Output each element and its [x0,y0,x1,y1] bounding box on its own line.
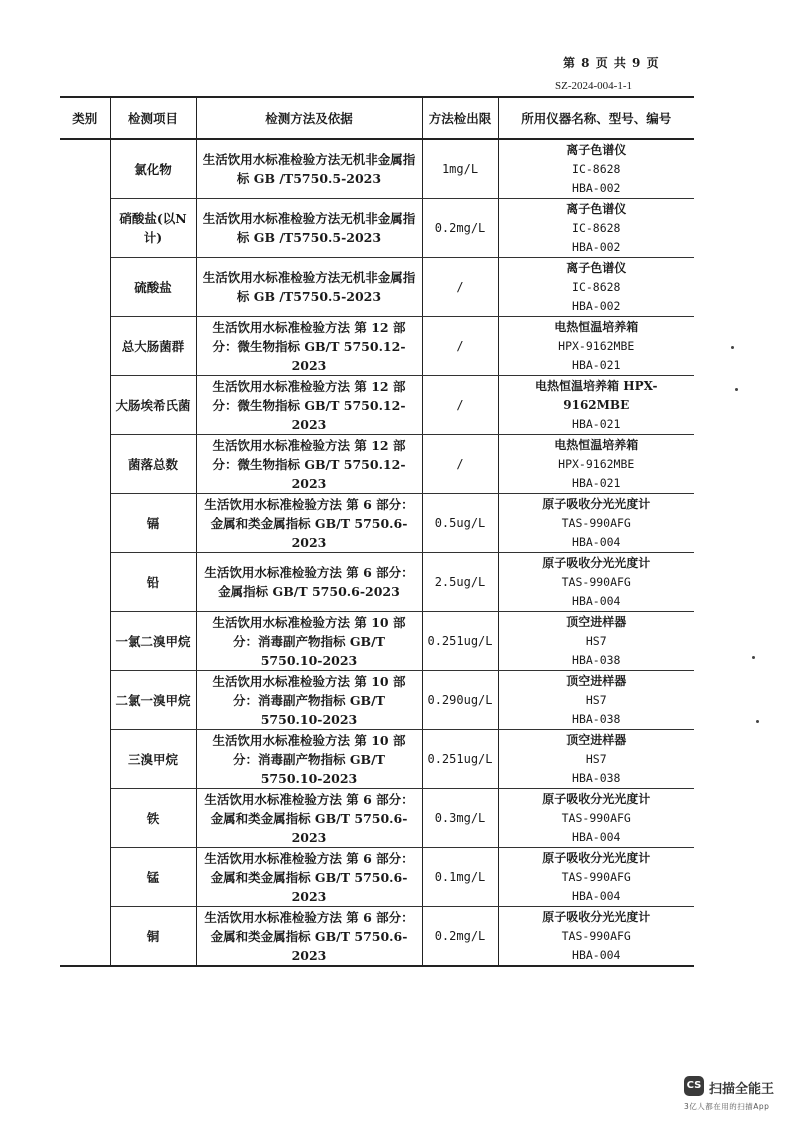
instrument-code: HBA-038 [572,770,621,785]
test-item-cell: 菌落总数 [110,435,196,494]
detection-limit-cell: 0.1mg/L [422,848,498,907]
col-header-method: 检测方法及依据 [196,97,422,139]
instrument-cell [498,730,694,789]
test-methods-table-container [60,96,694,967]
col-header-item: 检测项目 [110,97,196,139]
instrument-name: 电热恒温培养箱 [554,437,639,452]
test-method-cell: 生活饮用水标准检验方法 第 6 部分：金属指标 GB/T 5750.6-2023 [196,553,422,612]
scan-speck [756,720,759,723]
detection-limit-cell: 1mg/L [422,139,498,199]
instrument-code: HBA-004 [572,534,621,549]
camscanner-tagline: 3亿人都在用的扫描App [684,1102,770,1111]
detection-limit-cell: 0.5ug/L [422,494,498,553]
instrument-name: 原子吸收分光光度计 [542,850,651,865]
instrument-code: HBA-038 [572,652,621,667]
test-item-cell: 一氯二溴甲烷 [110,612,196,671]
instrument-cell [498,494,694,553]
test-method-cell: 生活饮用水标准检验方法 第 10 部分：消毒副产物指标 GB/T 5750.10-2023 [196,612,422,671]
instrument-name: 顶空进样器 [566,673,627,688]
detection-limit-cell: 0.3mg/L [422,789,498,848]
camscanner-app-name: 扫描全能王 [709,1082,775,1097]
instrument-code: HBA-021 [572,416,621,431]
instrument-cell [498,435,694,494]
table-header-row [60,97,694,139]
test-item-cell: 三溴甲烷 [110,730,196,789]
instrument-name: 原子吸收分光光度计 [542,909,651,924]
table-row [60,848,694,907]
scan-speck [735,388,738,391]
instrument-code: HBA-021 [572,475,621,490]
instrument-code: HBA-021 [572,357,621,372]
table-row [60,139,694,199]
instrument-code: TAS-990AFG [561,810,631,825]
instrument-cell [498,671,694,730]
table-row [60,730,694,789]
test-item-cell: 锰 [110,848,196,907]
instrument-code: HBA-004 [572,593,621,608]
instrument-code: HBA-004 [572,947,621,962]
test-item-cell: 硫酸盐 [110,258,196,317]
table-row [60,199,694,258]
test-method-cell: 生活饮用水标准检验方法 第 6 部分：金属和类金属指标 GB/T 5750.6-2023 [196,848,422,907]
table-row [60,612,694,671]
test-method-cell: 生活饮用水标准检验方法 第 10 部分：消毒副产物指标 GB/T 5750.10-2023 [196,671,422,730]
test-item-cell: 硝酸盐(以N计) [110,199,196,258]
test-method-cell: 生活饮用水标准检验方法 第 6 部分：金属和类金属指标 GB/T 5750.6-2023 [196,494,422,553]
table-body [60,139,694,966]
table-row [60,789,694,848]
instrument-name: 电热恒温培养箱 HPX-9162MBE [535,378,658,412]
instrument-code: IC-8628 [572,279,621,294]
instrument-code: TAS-990AFG [561,515,631,530]
test-method-cell: 生活饮用水标准检验方法 第 6 部分：金属和类金属指标 GB/T 5750.6-2023 [196,907,422,967]
test-method-cell: 生活饮用水标准检验方法 第 10 部分：消毒副产物指标 GB/T 5750.10-2023 [196,730,422,789]
detection-limit-cell: 0.251ug/L [422,730,498,789]
test-item-cell: 氯化物 [110,139,196,199]
instrument-name: 离子色谱仪 [566,201,627,216]
detection-limit-cell: / [422,435,498,494]
instrument-cell [498,258,694,317]
instrument-cell [498,199,694,258]
instrument-code: HBA-002 [572,180,621,195]
table-row [60,376,694,435]
instrument-code: HBA-002 [572,298,621,313]
instrument-code: IC-8628 [572,220,621,235]
instrument-code: TAS-990AFG [561,869,631,884]
instrument-code: HPX-9162MBE [558,338,635,353]
test-item-cell: 总大肠菌群 [110,317,196,376]
scan-speck [752,656,755,659]
instrument-cell [498,612,694,671]
instrument-code: HBA-038 [572,711,621,726]
test-method-cell: 生活饮用水标准检验方法 第 12 部分：微生物指标 GB/T 5750.12-2023 [196,317,422,376]
instrument-code: HBA-004 [572,829,621,844]
instrument-code: HPX-9162MBE [558,456,635,471]
detection-limit-cell: 2.5ug/L [422,553,498,612]
test-method-cell: 生活饮用水标准检验方法 第 12 部分：微生物指标 GB/T 5750.12-2023 [196,376,422,435]
table-row [60,553,694,612]
col-header-limit: 方法检出限 [422,97,498,139]
detection-limit-cell: 0.2mg/L [422,907,498,967]
test-method-cell: 生活饮用水标准检验方法无机非金属指标 GB /T5750.5-2023 [196,139,422,199]
instrument-name: 顶空进样器 [566,614,627,629]
instrument-code: HBA-002 [572,239,621,254]
test-item-cell: 铜 [110,907,196,967]
table-row [60,494,694,553]
detection-limit-cell: 0.251ug/L [422,612,498,671]
test-methods-table [60,96,694,967]
instrument-code: HS7 [585,692,607,707]
instrument-name: 原子吸收分光光度计 [542,555,651,570]
test-method-cell: 生活饮用水标准检验方法无机非金属指标 GB /T5750.5-2023 [196,258,422,317]
test-item-cell: 二氯一溴甲烷 [110,671,196,730]
table-row [60,671,694,730]
scan-speck [731,346,734,349]
instrument-cell [498,553,694,612]
report-number: SZ-2024-004-1-1 [555,80,632,92]
instrument-code: HBA-004 [572,888,621,903]
test-item-cell: 铁 [110,789,196,848]
col-header-instrument: 所用仪器名称、型号、编号 [498,97,694,139]
instrument-code: TAS-990AFG [561,928,631,943]
instrument-name: 离子色谱仪 [566,142,627,157]
detection-limit-cell: / [422,376,498,435]
instrument-code: HS7 [585,751,607,766]
instrument-cell [498,317,694,376]
instrument-name: 原子吸收分光光度计 [542,496,651,511]
instrument-cell [498,376,694,435]
instrument-name: 离子色谱仪 [566,260,627,275]
col-header-category: 类别 [60,97,110,139]
instrument-name: 顶空进样器 [566,732,627,747]
instrument-code: HS7 [585,633,607,648]
test-item-cell: 大肠埃希氏菌 [110,376,196,435]
detection-limit-cell: / [422,258,498,317]
table-row [60,258,694,317]
instrument-name: 电热恒温培养箱 [554,319,639,334]
category-cell [60,139,110,966]
instrument-cell [498,848,694,907]
table-row [60,435,694,494]
test-item-cell: 铅 [110,553,196,612]
page-number: 第 8 页 共 9 页 [563,56,660,70]
detection-limit-cell: 0.2mg/L [422,199,498,258]
test-method-cell: 生活饮用水标准检验方法无机非金属指标 GB /T5750.5-2023 [196,199,422,258]
instrument-code: TAS-990AFG [561,574,631,589]
table-row [60,907,694,967]
test-item-cell: 镉 [110,494,196,553]
test-method-cell: 生活饮用水标准检验方法 第 6 部分：金属和类金属指标 GB/T 5750.6-2023 [196,789,422,848]
table-row [60,317,694,376]
test-method-cell: 生活饮用水标准检验方法 第 12 部分：微生物指标 GB/T 5750.12-2023 [196,435,422,494]
detection-limit-cell: 0.290ug/L [422,671,498,730]
camscanner-logo: CS [684,1076,704,1096]
instrument-name: 原子吸收分光光度计 [542,791,651,806]
instrument-cell [498,907,694,967]
instrument-cell [498,789,694,848]
instrument-code: IC-8628 [572,161,621,176]
instrument-cell [498,139,694,199]
detection-limit-cell: / [422,317,498,376]
